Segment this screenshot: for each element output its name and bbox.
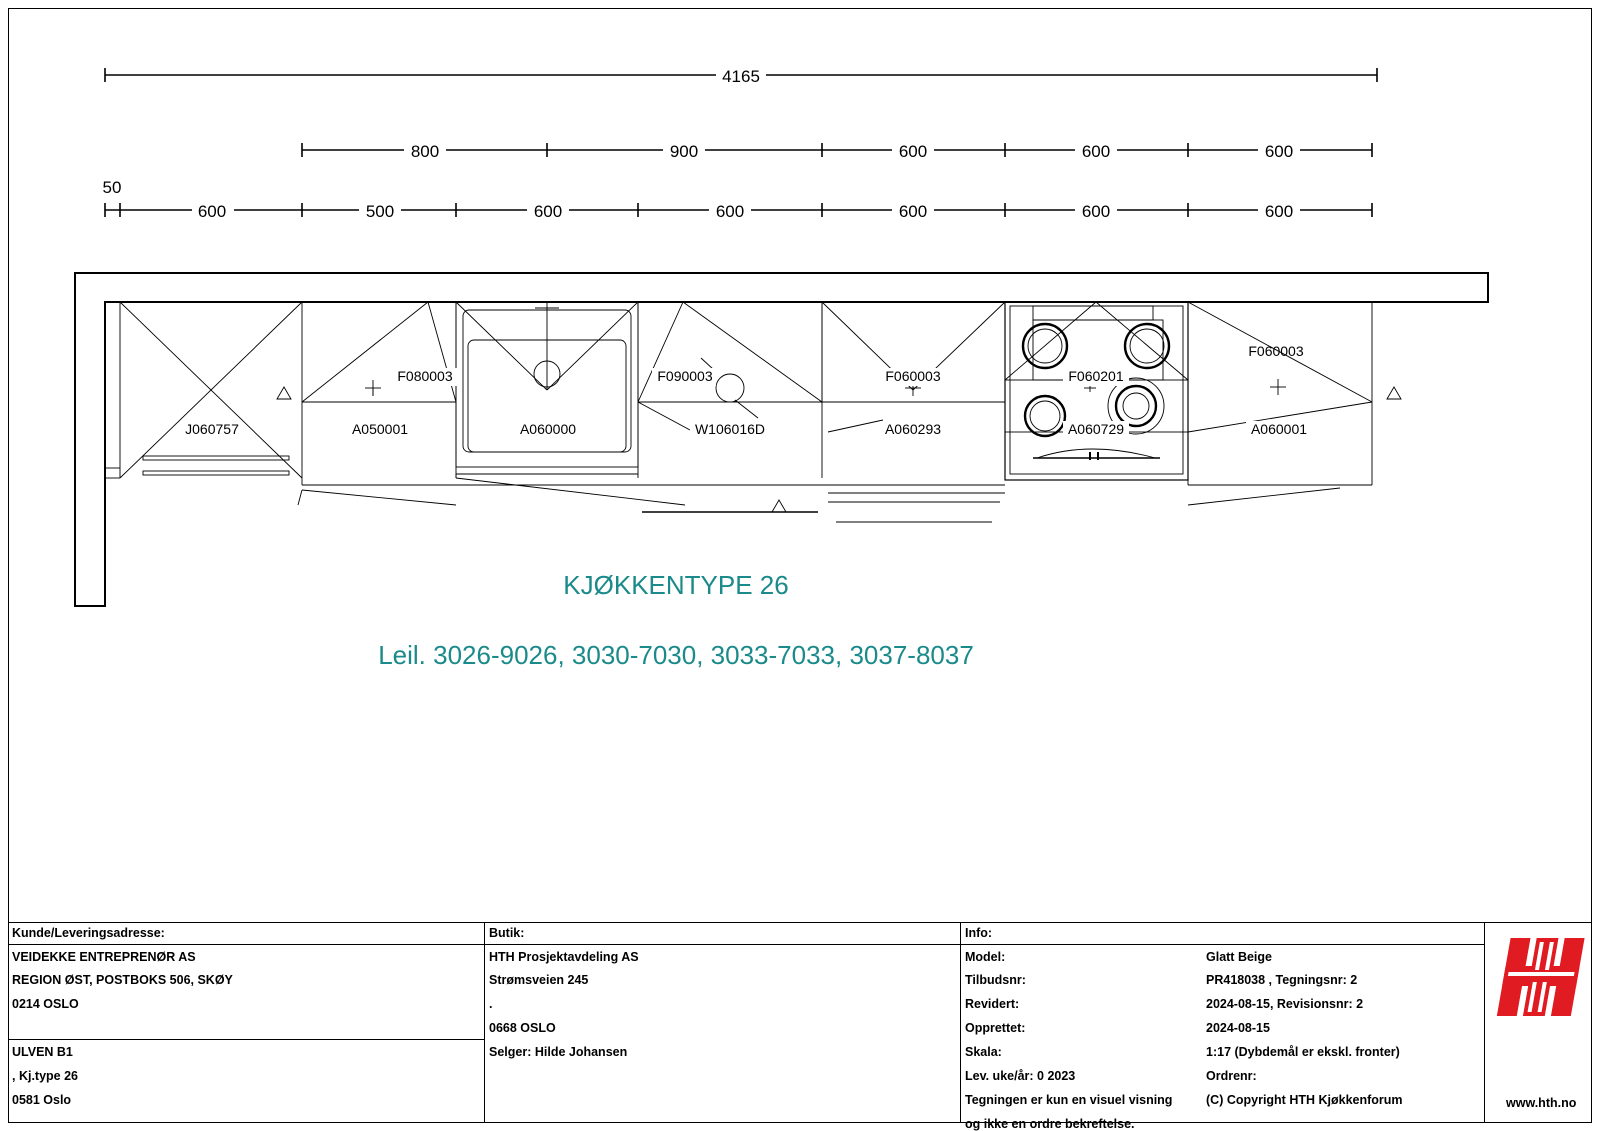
store-line: . [489,997,493,1011]
info-label: Opprettet: [965,1021,1026,1035]
kitchen-type-title: KJØKKENTYPE 26 [563,570,789,600]
customer-line: REGION ØST, POSTBOKS 506, SKØY [12,973,233,987]
triangle-marker [772,500,786,512]
cabinet-code: F090003 [657,368,713,384]
cabinet-a050001 [298,302,456,505]
dimension-lower-1: 600 [197,202,227,221]
customer-header: Kunde/Leveringsadresse: [12,926,165,940]
dimension-lower-4: 600 [715,202,745,221]
customer-line: VEIDEKKE ENTREPRENØR AS [12,950,196,964]
cabinet-code: A060293 [884,421,942,437]
cabinet-code: A060000 [519,421,577,437]
info-label: og ikke en ordre bekreftelse. [965,1117,1135,1131]
cabinet-a060293 [822,302,1005,432]
hth-logo-area [1486,924,1590,1120]
info-label: Revidert: [965,997,1020,1011]
info-header: Info: [965,926,993,940]
delivery-line: 0581 Oslo [12,1093,72,1107]
store-line: Selger: Hilde Johansen [489,1045,628,1059]
wall-outline [75,273,1488,606]
triangle-marker [277,387,291,399]
cabinet-tall-j060757 [120,302,302,478]
dimension-upper-2: 900 [669,142,699,161]
customer-line: 0214 OSLO [12,997,79,1011]
title-block [8,922,1592,1131]
info-label: Model: [965,950,1006,964]
info-value: 1:17 (Dybdemål er ekskl. fronter) [1206,1045,1400,1059]
dimension-upper-3: 600 [898,142,928,161]
info-value: Ordrenr: [1206,1069,1257,1083]
dimension-offset: 50 [102,178,122,197]
info-value: 2024-08-15, Revisionsnr: 2 [1206,997,1364,1011]
cabinet-code: F060201 [1068,368,1124,384]
dimension-upper-1: 800 [410,142,440,161]
dimension-lower-7: 600 [1264,202,1294,221]
info-label: Tegningen er kun en visuel visning [965,1093,1173,1107]
dimension-overall: 4165 [722,67,760,86]
store-header: Butik: [489,926,525,940]
dimension-upper-4: 600 [1081,142,1111,161]
hth-logo-icon [1486,930,1590,1040]
store-line: 0668 OSLO [489,1021,556,1035]
info-value: PR418038 , Tegningsnr: 2 [1206,973,1358,987]
cabinet-a060001 [1188,302,1372,505]
info-label: Skala: [965,1045,1002,1059]
delivery-line: ULVEN B1 [12,1045,73,1059]
store-line: Strømsveien 245 [489,973,589,987]
cabinet-code: J060757 [185,421,239,437]
dimension-lower-3: 600 [533,202,563,221]
dimension-lower-2: 500 [365,202,395,221]
cabinet-code: A050001 [351,421,409,437]
cabinet-w106016d [638,302,822,430]
cabinet-code: A060001 [1250,421,1308,437]
info-value: Glatt Beige [1206,950,1272,964]
delivery-line: , Kj.type 26 [12,1069,78,1083]
cabinet-code: W106016D [694,421,766,437]
cabinet-code: F060003 [885,368,941,384]
info-label: Lev. uke/år: 0 2023 [965,1069,1076,1083]
apartment-list: Leil. 3026-9026, 3030-7030, 3033-7033, 3037-8037 [378,640,974,670]
store-line: HTH Prosjektavdeling AS [489,950,639,964]
oven-a060729 [1005,302,1188,480]
dimension-upper-5: 600 [1264,142,1294,161]
cabinet-code: F080003 [397,368,453,384]
info-value: (C) Copyright HTH Kjøkkenforum [1206,1093,1403,1107]
dimension-lower-5: 600 [898,202,928,221]
info-value: 2024-08-15 [1206,1021,1270,1035]
dimension-lower-6: 600 [1081,202,1111,221]
cabinet-code: A060729 [1067,421,1125,437]
info-label: Tilbudsnr: [965,973,1026,987]
triangle-marker [1387,387,1401,399]
website-link[interactable]: www.hth.no [1506,1096,1577,1110]
cabinet-code: F060003 [1248,343,1304,359]
